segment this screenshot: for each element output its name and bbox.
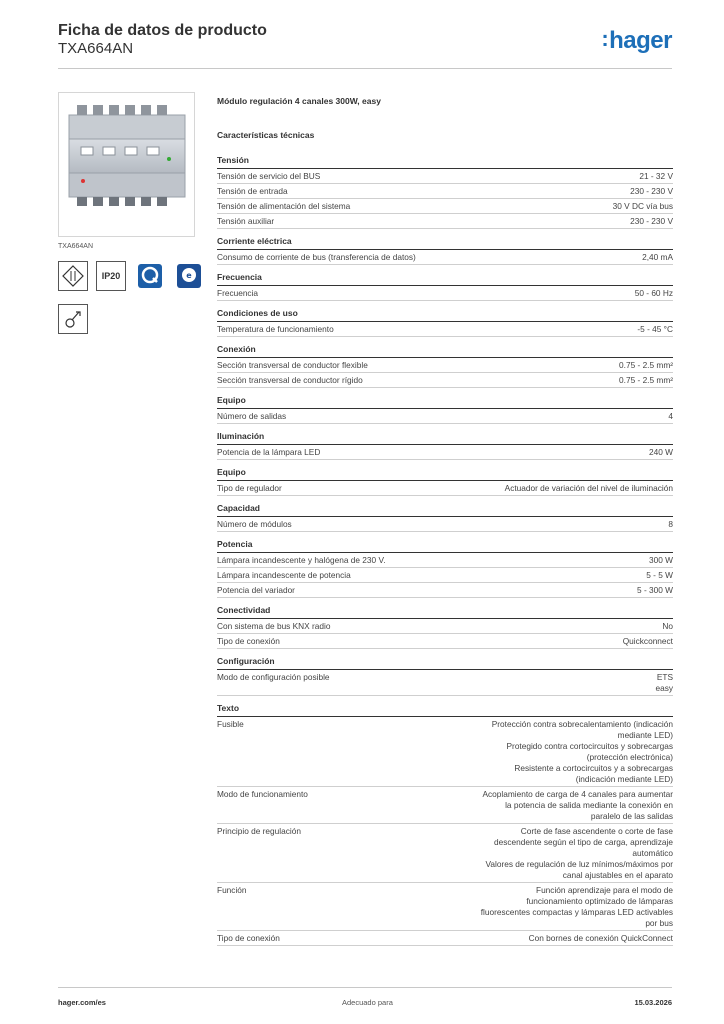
spec-row xyxy=(217,883,673,931)
spec-key: Tipo de conexión xyxy=(217,636,280,646)
spec-group-title: Configuración xyxy=(217,656,673,670)
spec-value-line: Resistente a cortocircuitos y a sobrecargas xyxy=(514,763,673,773)
spec-value-line: 300 W xyxy=(649,555,673,565)
spec-groups xyxy=(217,155,673,946)
spec-key: Número de módulos xyxy=(217,519,292,529)
spec-value xyxy=(635,288,673,299)
spec-value-line: fluorescentes compactas y lámparas LED activables xyxy=(480,907,673,917)
spec-value-line: Protegido contra cortocircuitos y sobrecargas xyxy=(506,741,673,751)
spec-group-title: Corriente eléctrica xyxy=(217,236,673,250)
spec-key: Principio de regulación xyxy=(217,826,301,836)
spec-value xyxy=(646,570,673,581)
spec-row xyxy=(217,445,673,460)
spec-value xyxy=(619,375,673,386)
spec-value-line: 0.75 - 2.5 mm² xyxy=(619,360,673,370)
spec-value-line: Con bornes de conexión QuickConnect xyxy=(528,933,673,943)
product-image xyxy=(58,92,195,237)
spec-key: Lámpara incandescente de potencia xyxy=(217,570,351,580)
spec-key: Tensión auxiliar xyxy=(217,216,275,226)
spec-value xyxy=(649,555,673,566)
spec-value xyxy=(485,826,673,881)
spec-group xyxy=(217,656,673,696)
spec-group-title: Iluminación xyxy=(217,431,673,445)
spec-key: Tensión de entrada xyxy=(217,186,288,196)
spec-value-line: 5 - 300 W xyxy=(637,585,673,595)
spec-group-title: Condiciones de uso xyxy=(217,308,673,322)
spec-value xyxy=(483,789,674,822)
hager-logo[interactable] xyxy=(601,26,672,55)
spec-row xyxy=(217,199,673,214)
spec-group xyxy=(217,344,673,388)
spec-value-line: mediante LED) xyxy=(617,730,673,740)
spec-row xyxy=(217,517,673,532)
spec-row xyxy=(217,214,673,229)
spec-value-line: Actuador de variación del nivel de iluminación xyxy=(504,483,673,493)
spec-value-line: 230 - 230 V xyxy=(630,216,673,226)
spec-key: Fusible xyxy=(217,719,244,729)
spec-value-line: 230 - 230 V xyxy=(630,186,673,196)
recycle-cable-icon xyxy=(58,304,88,334)
spec-group xyxy=(217,308,673,337)
spec-key: Temperatura de funcionamiento xyxy=(217,324,334,334)
ip20-icon xyxy=(96,261,126,291)
spec-value xyxy=(662,621,673,632)
spec-value-line: 30 V DC vía bus xyxy=(612,201,673,211)
spec-group xyxy=(217,605,673,649)
spec-key: Consumo de corriente de bus (transferencia de datos) xyxy=(217,252,416,262)
spec-key: Función xyxy=(217,885,247,895)
easy-configurator-icon xyxy=(174,261,204,291)
spec-group-title: Frecuencia xyxy=(217,272,673,286)
spec-value xyxy=(649,447,673,458)
spec-row xyxy=(217,184,673,199)
spec-value-line: Acoplamiento de carga de 4 canales para aumentar xyxy=(482,789,673,799)
footer-divider xyxy=(58,987,672,988)
logo-text: hager xyxy=(609,27,672,54)
spec-value xyxy=(630,186,673,197)
spec-row xyxy=(217,634,673,649)
ip20-label: IP20 xyxy=(101,271,121,281)
spec-group-title: Equipo xyxy=(217,395,673,409)
spec-value-line: -5 - 45 °C xyxy=(637,324,673,334)
spec-row xyxy=(217,568,673,583)
spec-row xyxy=(217,409,673,424)
spec-value xyxy=(492,719,673,785)
spec-group-title: Conectividad xyxy=(217,605,673,619)
spec-row xyxy=(217,931,673,946)
spec-value-line: Quickconnect xyxy=(622,636,673,646)
page-title: Ficha de datos de producto xyxy=(58,22,267,39)
spec-row xyxy=(217,358,673,373)
spec-value-line: 50 - 60 Hz xyxy=(634,288,673,298)
spec-value-line: Valores de regulación de luz mínimos/máximos por xyxy=(485,859,673,869)
product-subtitle: Módulo regulación 4 canales 300W, easy xyxy=(217,96,381,106)
spec-value-line: canal ajustables en el aparato xyxy=(562,870,673,880)
spec-group xyxy=(217,503,673,532)
spec-row xyxy=(217,250,673,265)
spec-value xyxy=(639,171,673,182)
spec-key: Tensión de servicio del BUS xyxy=(217,171,321,181)
section-title: Características técnicas xyxy=(217,130,315,140)
ce-mark-icon xyxy=(58,261,88,291)
spec-group xyxy=(217,236,673,265)
spec-group-title: Texto xyxy=(217,703,673,717)
spec-value-line: ETS xyxy=(656,672,673,682)
logo-colon: : xyxy=(601,26,609,51)
footer-website-link[interactable]: hager.com/es xyxy=(58,998,106,1007)
spec-value-line: por bus xyxy=(645,918,673,928)
spec-value xyxy=(637,324,673,335)
spec-group xyxy=(217,539,673,598)
spec-value-line: (protección electrónica) xyxy=(586,752,673,762)
spec-group xyxy=(217,155,673,229)
spec-value-line: No xyxy=(662,621,673,631)
spec-value-line: Protección contra sobrecalentamiento (indicación xyxy=(491,719,673,729)
spec-row xyxy=(217,553,673,568)
spec-value xyxy=(630,216,673,227)
spec-group-title: Potencia xyxy=(217,539,673,553)
spec-value-line: 2,40 mA xyxy=(642,252,673,262)
spec-value-line: la potencia de salida mediante la conexión en xyxy=(505,800,673,810)
spec-row xyxy=(217,787,673,824)
spec-group xyxy=(217,395,673,424)
image-caption: TXA664AN xyxy=(58,243,94,250)
spec-group xyxy=(217,467,673,496)
spec-group xyxy=(217,272,673,301)
spec-value-line: automático xyxy=(632,848,673,858)
spec-key: Lámpara incandescente y halógena de 230 V. xyxy=(217,555,386,565)
spec-value-line: 0.75 - 2.5 mm² xyxy=(619,375,673,385)
spec-value-line: 240 W xyxy=(649,447,673,457)
spec-group xyxy=(217,703,673,946)
spec-value-line: paralelo de las salidas xyxy=(590,811,673,821)
spec-row xyxy=(217,824,673,883)
spec-value xyxy=(623,636,673,647)
spec-key: Con sistema de bus KNX radio xyxy=(217,621,331,631)
spec-value-line: easy xyxy=(655,683,673,693)
spec-row xyxy=(217,286,673,301)
spec-value-line: descendente según el tipo de carga, aprendizaje xyxy=(494,837,673,847)
spec-value-line: Función aprendizaje para el modo de xyxy=(536,885,673,895)
spec-row xyxy=(217,481,673,496)
spec-row xyxy=(217,670,673,696)
spec-key: Sección transversal de conductor rígido xyxy=(217,375,363,385)
document-header xyxy=(58,22,267,58)
spec-key: Tipo de regulador xyxy=(217,483,282,493)
footer-date: 15.03.2026 xyxy=(634,998,672,1007)
spec-value-line: 21 - 32 V xyxy=(639,171,673,181)
spec-value-line: 8 xyxy=(668,519,673,529)
spec-group-title: Tensión xyxy=(217,155,673,169)
quicklink-icon xyxy=(135,261,165,291)
spec-group-title: Equipo xyxy=(217,467,673,481)
spec-row xyxy=(217,583,673,598)
spec-value xyxy=(481,885,673,929)
spec-key: Sección transversal de conductor flexible xyxy=(217,360,368,370)
spec-value xyxy=(642,252,673,263)
spec-key: Frecuencia xyxy=(217,288,259,298)
spec-row xyxy=(217,169,673,184)
dimmer-module-illustration xyxy=(59,93,194,236)
product-reference: TXA664AN xyxy=(58,40,134,57)
spec-group-title: Conexión xyxy=(217,344,673,358)
spec-value xyxy=(668,411,673,422)
spec-key: Número de salidas xyxy=(217,411,287,421)
spec-key: Modo de configuración posible xyxy=(217,672,330,682)
spec-key: Potencia de la lámpara LED xyxy=(217,447,321,457)
spec-key: Potencia del variador xyxy=(217,585,295,595)
spec-value xyxy=(655,672,673,694)
spec-row xyxy=(217,619,673,634)
spec-value xyxy=(613,201,673,212)
spec-row xyxy=(217,322,673,337)
spec-value-line: 4 xyxy=(668,411,673,421)
spec-value-line: 5 - 5 W xyxy=(646,570,673,580)
spec-value-line: Corte de fase ascendente o corte de fase xyxy=(520,826,673,836)
spec-group xyxy=(217,431,673,460)
spec-row xyxy=(217,717,673,787)
spec-value xyxy=(668,519,673,530)
spec-row xyxy=(217,373,673,388)
footer-suitable-for: Adecuado para xyxy=(342,998,393,1007)
spec-value xyxy=(529,933,673,944)
svg-text:e: e xyxy=(186,271,192,280)
spec-value xyxy=(637,585,673,596)
spec-key: Modo de funcionamiento xyxy=(217,789,308,799)
header-divider xyxy=(58,68,672,69)
spec-key: Tipo de conexión xyxy=(217,933,280,943)
spec-key: Tensión de alimentación del sistema xyxy=(217,201,351,211)
spec-value xyxy=(505,483,673,494)
spec-group-title: Capacidad xyxy=(217,503,673,517)
spec-value-line: funcionamiento optimizado de lámparas xyxy=(526,896,673,906)
spec-value xyxy=(619,360,673,371)
spec-content xyxy=(217,96,673,953)
spec-value-line: (indicación mediante LED) xyxy=(575,774,673,784)
